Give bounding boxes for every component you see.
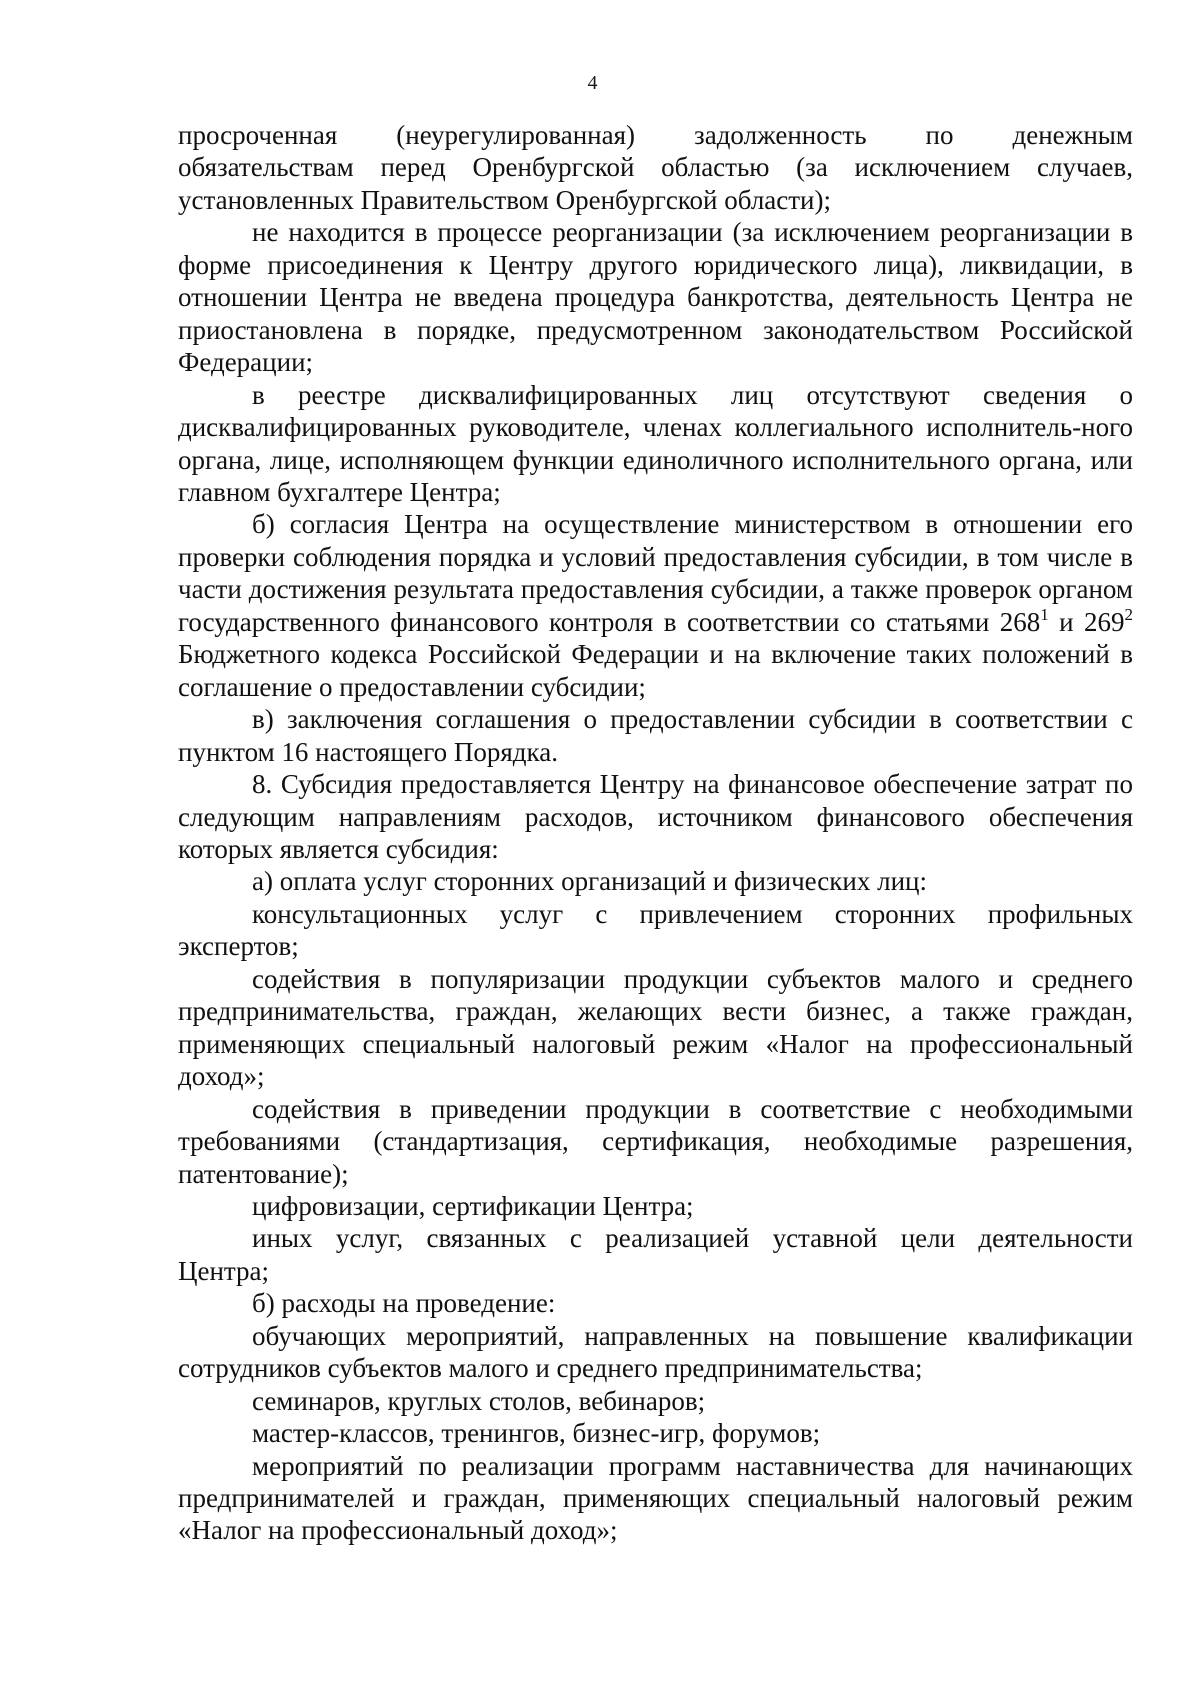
- text-fragment: б) согласия Центра на осуществление министерством в отношении его проверки соблюдения порядка и условий предоставления субсидии, в том числе в части достижения результата предоставления субсидии, а также проверок органом государственного финансового контроля в соответствии со статьями 268: [178, 509, 1133, 637]
- text-line: иных услуг, связанных с реализацией уставной цели деятельности: [252, 1223, 1133, 1254]
- text-line: содействия в популяризации продукции субъектов малого и среднего: [252, 963, 1133, 994]
- text-line: экспертов;: [178, 931, 299, 962]
- paragraph-popularization: [178, 963, 1133, 1093]
- text-line: содействия в приведении продукции в соответствие с необходимыми: [252, 1093, 1133, 1124]
- paragraph-training-events: [178, 1320, 1133, 1385]
- paragraph-seminars: семинаров, круглых столов, вебинаров;: [252, 1385, 706, 1416]
- text-line: сотрудников субъектов малого и среднего предпринимательства;: [178, 1353, 923, 1384]
- text-line: обучающих мероприятий, направленных на повышение квалификации: [252, 1320, 1133, 1351]
- document-body: [178, 119, 1133, 1547]
- paragraph-overdue-debt: [178, 119, 1133, 216]
- page-number: 4: [587, 72, 598, 94]
- text-line: установленных Правительством Оренбургской области);: [178, 184, 831, 215]
- paragraph-reorganization: не находится в процессе реорганизации (за исключением реорганизации в форме присоединения к Центру другого юридического лица), ликвидации, в отношении Центра не введена процедура банкротства, деятельность Центра не приостановлена в порядке, предусмотренном законодательством Российской Федерации;: [178, 217, 1133, 378]
- text-line: Центра;: [178, 1255, 270, 1286]
- paragraph-other-services: [178, 1222, 1133, 1287]
- superscript: 2: [1124, 604, 1134, 624]
- paragraph-events-expenses: б) расходы на проведение:: [252, 1288, 556, 1319]
- paragraph-masterclasses: мастер-классов, тренингов, бизнес-игр, форумов;: [252, 1418, 821, 1449]
- text-line: предпринимателей и граждан, применяющих специальный налоговый режим: [178, 1483, 1133, 1514]
- text-line: «Налог на профессиональный доход»;: [178, 1515, 618, 1546]
- paragraph-services-payment: а) оплата услуг сторонних организаций и физических лиц:: [252, 866, 927, 897]
- paragraph-agreement: в) заключения соглашения о предоставлении субсидии в соответствии с пунктом 16 настоящего Порядка.: [178, 704, 1133, 767]
- paragraph-mentoring: [178, 1450, 1133, 1547]
- paragraph-compliance: [178, 1093, 1133, 1190]
- text-line: применяющих специальный налоговый режим «Налог на профессиональный: [178, 1028, 1133, 1059]
- text-line: просроченная (неурегулированная) задолженность по денежным: [178, 120, 1133, 150]
- text-fragment: Бюджетного кодекса Российской Федерации и на включение таких положений в соглашение о предоставлении субсидии;: [178, 639, 1133, 702]
- paragraph-consent-inspection: [178, 508, 1133, 703]
- paragraph-disqualified-registry: в реестре дисквалифицированных лиц отсутствуют сведения о дисквалифицированных руководителе, членах коллегиального исполнитель-ного органа, лице, исполняющем функции единоличного исполнительного органа, или главном бухгалтере Центра;: [178, 379, 1133, 507]
- paragraph-section-8: 8. Субсидия предоставляется Центру на финансовое обеспечение затрат по следующим направлениям расходов, источником финансового обеспечения которых является субсидия:: [178, 769, 1133, 864]
- paragraph-consulting: [178, 898, 1133, 963]
- text-line: требованиями (стандартизация, сертификация, необходимые разрешения,: [178, 1126, 1133, 1157]
- text-line: мероприятий по реализации программ наставничества для начинающих: [252, 1450, 1133, 1481]
- superscript: 1: [1040, 604, 1049, 624]
- text-line: обязательствам перед Оренбургской областью (за исключением случаев,: [178, 152, 1133, 183]
- text-line: патентование);: [178, 1158, 349, 1189]
- text-line: консультационных услуг с привлечением сторонних профильных: [252, 898, 1133, 929]
- text-fragment: и 269: [1048, 606, 1125, 637]
- text-line: доход»;: [178, 1061, 265, 1092]
- text-line: предпринимательства, граждан, желающих вести бизнес, а также граждан,: [178, 996, 1133, 1027]
- paragraph-digitalization: цифровизации, сертификации Центра;: [252, 1190, 694, 1221]
